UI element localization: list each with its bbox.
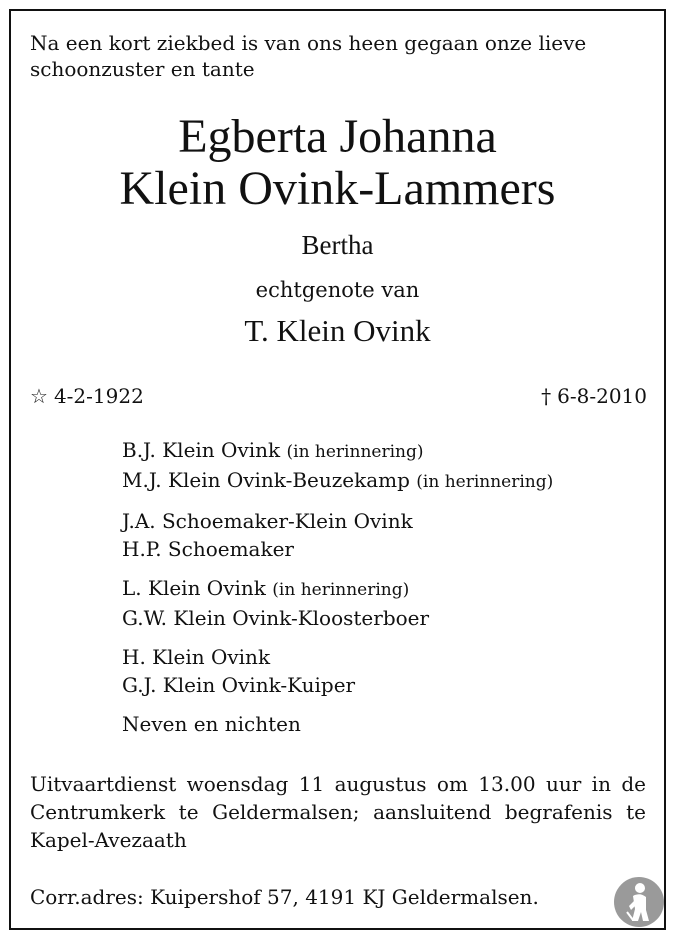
family-group (122, 710, 553, 738)
family-member-name: Neven en nichten (122, 712, 301, 736)
family-member (122, 466, 553, 496)
family-member (122, 507, 553, 535)
death-date-value: 6-8-2010 (557, 384, 647, 408)
family-member (122, 604, 553, 632)
family-member-note: (in herinnering) (286, 442, 424, 462)
family-member-note: (in herinnering) (416, 472, 554, 492)
family-member (122, 643, 553, 671)
family-member (122, 710, 553, 738)
service-info: Uitvaartdienst woensdag 11 augustus om 13.00 uur in de Centrumkerk te Geldermalsen; aansluitend begrafenis te Kapel-Avezaath (30, 772, 646, 852)
deceased-name-first: Egberta Johanna (178, 110, 497, 163)
spouse-lead-text: echtgenote van (255, 278, 420, 302)
correspondence-address: Corr.adres: Kuipershof 57, 4191 KJ Geldermalsen. (30, 885, 539, 909)
spouse-name: T. Klein Ovink (244, 313, 431, 348)
family-member-name: H.P. Schoemaker (122, 537, 294, 561)
family-member-name: G.J. Klein Ovink-Kuiper (122, 673, 356, 697)
star-icon: ☆ (30, 384, 48, 408)
family-member-name: H. Klein Ovink (122, 645, 271, 669)
death-date (541, 382, 647, 410)
family-member-name: J.A. Schoemaker-Klein Ovink (122, 509, 413, 533)
intro-text: Na een kort ziekbed is van ons heen gegaan onze lieve schoonzuster en tante (30, 31, 587, 81)
family-group (122, 436, 553, 496)
family-member (122, 574, 553, 604)
mourning-figure-icon (613, 876, 665, 928)
birth-date (30, 382, 144, 410)
cross-icon: † (541, 384, 552, 408)
family-group (122, 574, 553, 632)
family-member (122, 671, 553, 699)
family-member-name: G.W. Klein Ovink-Kloosterboer (122, 606, 430, 630)
birth-date-value: 4-2-1922 (53, 384, 144, 408)
family-member-name: M.J. Klein Ovink-Beuzekamp (122, 468, 410, 492)
family-group (122, 643, 553, 699)
deceased-nickname: Bertha (301, 230, 374, 260)
deceased-name-last: Klein Ovink-Lammers (119, 162, 556, 215)
family-member (122, 535, 553, 563)
family-list (122, 436, 553, 749)
family-member-note: (in herinnering) (272, 580, 410, 600)
family-member-name: B.J. Klein Ovink (122, 438, 281, 462)
family-member-name: L. Klein Ovink (122, 576, 266, 600)
family-member (122, 436, 553, 466)
family-group (122, 507, 553, 563)
